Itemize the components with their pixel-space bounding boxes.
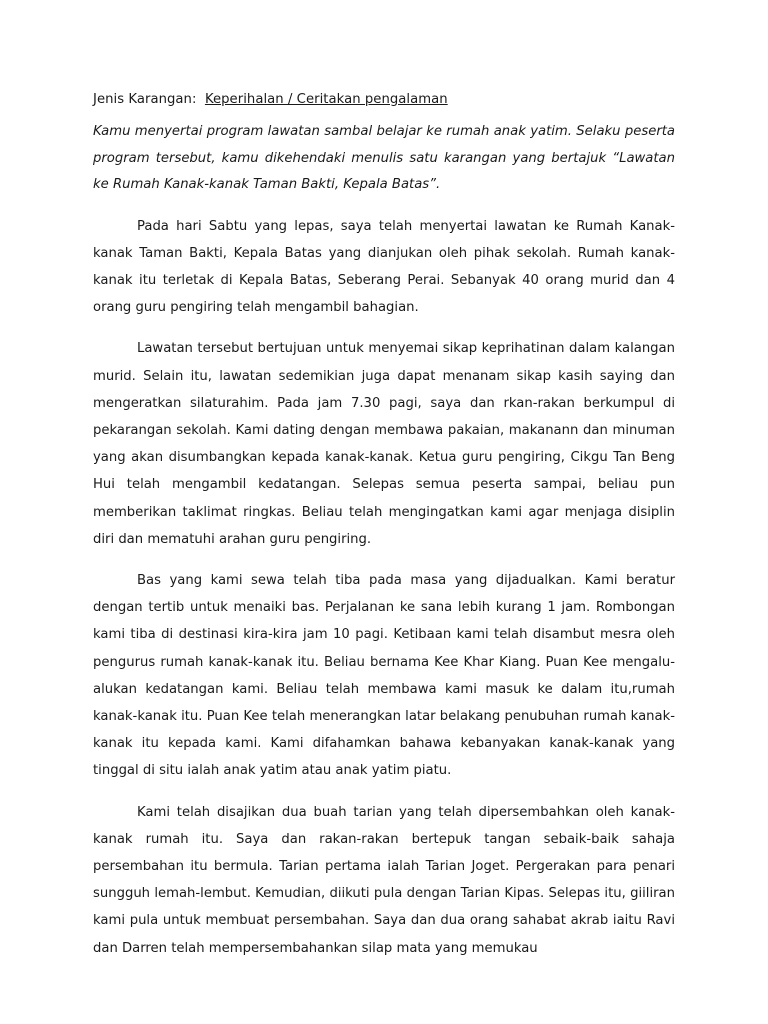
paragraph-4: Kami telah disajikan dua buah tarian yang telah dipersembahkan oleh kanak-kanak rumah itu. Saya dan rakan-rakan bertepuk tangan sebaik-baik sahaja persembahan itu bermula. Tarian pertama ialah Tarian Joget. Pergerakan para penari sungguh lemah-lembut. Kemudian, diikuti pula dengan Tarian Kipas. Selepas itu, giiliran kami pula untuk membuat persembahan. Saya dan dua orang sahabat akrab iaitu Ravi dan Darren telah mempersembahankan silap mata yang memukau (93, 804, 675, 956)
paragraph-3: Bas yang kami sewa telah tiba pada masa yang dijadualkan. Kami beratur dengan tertib untuk menaiki bas. Perjalanan ke sana lebih kurang 1 jam. Rombongan kami tiba di destinasi kira-kira jam 10 pagi. Ketibaan kami telah disambut mesra oleh pengurus rumah kanak-kanak itu. Beliau bernama Kee Khar Kiang. Puan Kee mengalu-alukan kedatangan kami. Beliau telah membawa kami masuk ke dalam itu,rumah kanak-kanak itu. Puan Kee telah menerangkan latar belakang penubuhan rumah kanak-kanak itu kepada kami. Kami difahamkan bahawa kebanyakan kanak-kanak yang tinggal di situ ialah anak yatim atau anak yatim piatu. (93, 572, 675, 779)
paragraph-1: Pada hari Sabtu yang lepas, saya telah menyertai lawatan ke Rumah Kanak-kanak Taman Bakti, Kepala Batas yang dianjukan oleh pihak sekolah. Rumah kanak-kanak itu terletak di Kepala Batas, Seberang Perai. Sebanyak 40 orang murid dan 4 orang guru pengiring telah mengambil bahagian. (93, 218, 675, 316)
essay-body (93, 86, 675, 962)
essay-prompt: Kamu menyertai program lawatan sambal belajar ke rumah anak yatim. Selaku peserta program tersebut, kamu dikehendaki menulis satu karangan yang bertajuk “Lawatan ke Rumah Kanak-kanak Taman Bakti, Kepala Batas”. (93, 124, 675, 192)
essay-type-value: Keperihalan / Ceritakan pengalaman (204, 92, 448, 107)
essay-type-label: Jenis Karangan: (93, 92, 197, 107)
paragraph-2: Lawatan tersebut bertujuan untuk menyemai sikap keprihatinan dalam kalangan murid. Selain itu, lawatan sedemikian juga dapat menanam sikap kasih saying dan mengeratkan silaturahim. Pada jam 7.30 pagi, saya dan rkan-rakan berkumpul di pekarangan sekolah. Kami dating dengan membawa pakaian, makanann dan minuman yang akan disumbangkan kepada kanak-kanak. Ketua guru pengiring, Cikgu Tan Beng Hui telah mengambil kedatangan. Selepas semua peserta sampai, beliau pun memberikan taklimat ringkas. Beliau telah mengingatkan kami agar menjaga disiplin diri dan mematuhi arahan guru pengiring. (93, 341, 675, 547)
essay-type-line (93, 86, 675, 113)
